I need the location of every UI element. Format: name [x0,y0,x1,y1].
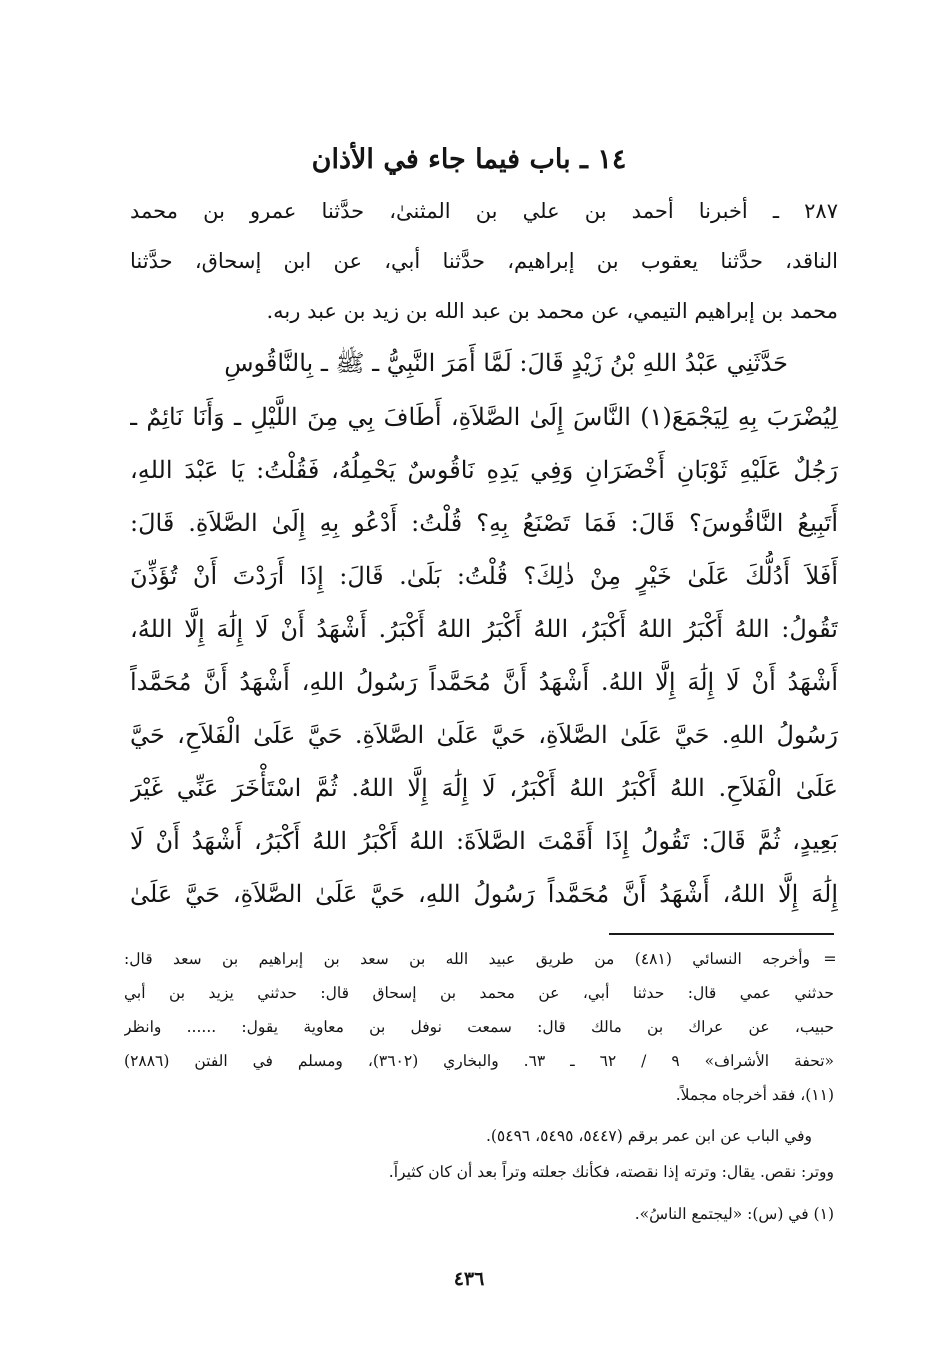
chapter-heading: ١٤ ـ باب فيما جاء في الأذان [311,144,627,175]
footnote-line-4: «تحفة الأشراف» ٩ / ٦٢ ـ ٦٣. والبخاري (٣٦٠٢)، ومسلم في الفتن (٢٨٨٦) [124,1052,834,1070]
footnote-line-7: ووتر: نقص. يقال: وترته إذا نقصته، فكأنك جعلته وتراً بعد أن كان كثيراً. [388,1163,834,1181]
footnote-line-8: (١) في (س): «ليجتمع الناسُ». [634,1205,834,1223]
matn-line-1: حَدَّثَنِي عَبْدُ اللهِ بْنُ زَيْدٍ قَالَ: لَمَّا أَمَرَ النَّبِيُّ ـ ﷺ ـ بِالنَّاقُوسِ [224,349,788,377]
isnad-line-3: محمد بن إبراهيم التيمي، عن محمد بن عبد الله بن زيد بن عبد ربه. [266,299,838,323]
matn-line-9: عَلَىٰ الْفَلاَحِ. اللهُ أَكْبَرُ اللهُ أَكْبَرُ، لَا إِلَٰهَ إِلَّا اللهُ. ثُمَّ اسْتَأْخَرَ عَنِّي غَيْرَ [130,774,838,802]
matn-line-11: إِلَٰهَ إِلَّا اللهُ، أَشْهَدُ أَنَّ مُحَمَّداً رَسُولُ اللهِ، حَيَّ عَلَىٰ الصَّلاَةِ، حَيَّ عَلَىٰ [130,880,838,908]
matn-line-4: أَتَبِيعُ النَّاقُوسَ؟ قَالَ: فَمَا تَصْنَعُ بِهِ؟ قُلْتُ: أَدْعُو بِهِ إِلَىٰ الصَّلاَةِ. قَالَ: [130,509,838,537]
matn-line-8: رَسُولُ اللهِ. حَيَّ عَلَىٰ الصَّلاَةِ، حَيَّ عَلَىٰ الصَّلاَةِ. حَيَّ عَلَىٰ الْفَلاَحِ، حَيَّ [130,721,838,749]
footnote-line-1: وأخرجه النسائي (٤٨١) من طريق عبيد الله بن سعد بن إبراهيم بن سعد قال: [124,950,810,968]
isnad-line-1: ٢٨٧ ـ أخبرنا أحمد بن علي بن المثنىٰ، حدَّثنا عمرو بن محمد [130,199,838,223]
footnote-line-2: حدثني عمي قال: حدثنا أبي، عن محمد بن إسحاق قال: حدثني يزيد بن أبي [124,984,834,1002]
footnote-separator [609,933,834,935]
footnote-line-3: حبيب، عن عراك بن مالك قال: سمعت نوفل بن معاوية يقول: ...... وانظر [124,1018,834,1036]
matn-line-5: أَفَلاَ أَدُلُّكَ عَلَىٰ خَيْرٍ مِنْ ذٰلِكَ؟ قُلْتُ: بَلَىٰ. قَالَ: إِذَا أَرَدْتَ أَنْ تُؤَذِّنَ [130,562,838,590]
isnad-line-2: الناقد، حدَّثنا يعقوب بن إبراهيم، حدَّثنا أبي، عن ابن إسحاق، حدَّثنا [130,249,838,273]
footnote-line-5: (١١)، فقد أخرجاه مجملاً. [675,1086,834,1104]
matn-line-6: تَقُولُ: اللهُ أَكْبَرُ اللهُ أَكْبَرُ، اللهُ أَكْبَرُ اللهُ أَكْبَرُ. أَشْهَدُ أَنْ لَا إِلَٰهَ إِلَّا اللهُ، [130,615,838,643]
matn-line-10: بَعِيدٍ، ثُمَّ قَالَ: تَقُولُ إِذَا أَقَمْتَ الصَّلاَةَ: اللهُ أَكْبَرُ اللهُ أَكْبَرُ، أَشْهَدُ أَنْ لَا [130,827,838,855]
matn-line-3: رَجُلٌ عَلَيْهِ ثَوْبَانِ أَخْضَرَانِ وَفِي يَدِهِ نَاقُوسٌ يَحْمِلُهُ، فَقُلْتُ: يَا عَبْدَ اللهِ، [130,456,838,484]
footnote-continuation-mark: = [823,949,837,968]
matn-line-7: أَشْهَدُ أَنْ لَا إِلَٰهَ إِلَّا اللهُ. أَشْهَدُ أَنَّ مُحَمَّداً رَسُولُ اللهِ، أَشْهَدُ أَنَّ مُحَمَّداً [130,668,838,696]
page-number: ٤٣٦ [453,1268,485,1290]
footnote-line-6: وفي الباب عن ابن عمر برقم (٥٤٤٧، ٥٤٩٥، ٥٤٩٦). [485,1127,812,1145]
matn-line-2: لِيُضْرَبَ بِهِ لِيَجْمَعَ(١) النَّاسَ إِلَىٰ الصَّلاَةِ، أَطَافَ بِي مِنَ اللَّيْلِ ـ وَأَنَا نَائِمٌ ـ [130,403,838,431]
